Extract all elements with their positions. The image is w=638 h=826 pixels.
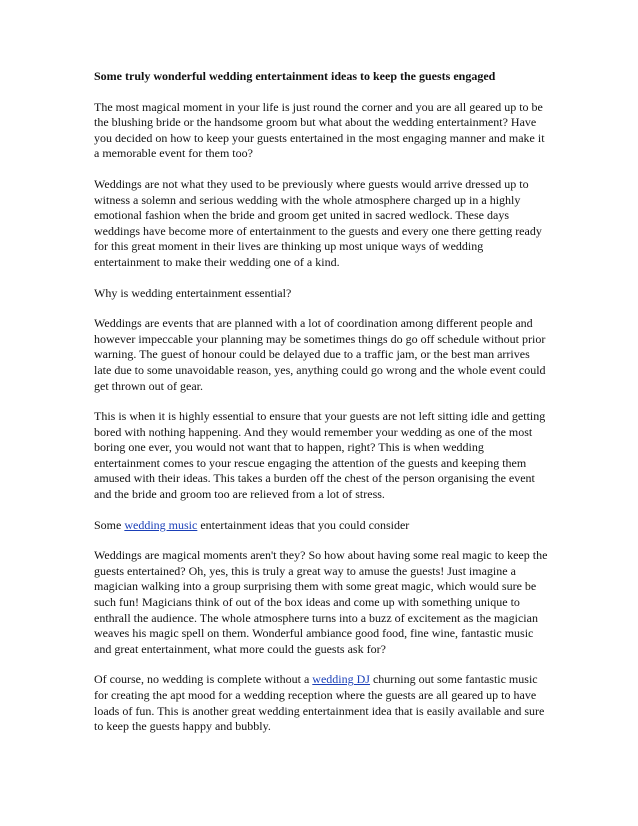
wedding-music-link[interactable]: wedding music (124, 517, 198, 532)
paragraph-planning: Weddings are events that are planned with a lot of coordination among different people and however impeccable your planning may be sometimes things do go off schedule without prior warning. The guest of honour could be delayed due to a traffic jam, or the best man arrives late due to some unavoidable reason, yes, anything could go wrong and the whole event could get thrown out of gear. (94, 316, 546, 393)
paragraph-intro: The most magical moment in your life is just round the corner and you are all geared up to be the blushing bride or the handsome groom but what about the wedding entertainment? Have you decided on how to keep your guests entertained in the most engaging manner and make it a memorable event for them too? (94, 99, 545, 161)
ideas-heading-after: entertainment ideas that you could consider (197, 517, 410, 532)
paragraph-rescue: This is when it is highly essential to ensure that your guests are not left sitting idle and getting bored with nothing happening. And they would remember your wedding as one of the most boring one ever, you would not want that to happen, right? This is when wedding entertainment comes to your rescue engaging the attention of the guests and keeping them amused with their ideas. This takes a burden off the chest of the person organising the event and the bride and groom too are relieved from a lot of stress. (94, 409, 546, 502)
ideas-heading-before: Some (94, 517, 125, 532)
dj-paragraph-before: Of course, no wedding is complete without a (94, 672, 313, 687)
section-heading-ideas (94, 518, 549, 534)
document-title: Some truly wonderful wedding entertainment ideas to keep the guests engaged (94, 69, 496, 83)
wedding-dj-link[interactable]: wedding DJ (312, 672, 370, 687)
dj-paragraph-after: churning out some fantastic music for creating the apt mood for a wedding reception where the guests are all geared up to have loads of fun. This is another great wedding entertainment idea that is easily available and sure to keep the guests happy and bubbly. (94, 672, 545, 734)
paragraph-magic: Weddings are magical moments aren't they? So how about having some real magic to keep the guests entertained? Oh, yes, this is truly a great way to amuse the guests! Just imagine a magician walking into a group surprising them with some great magic, which would sure be such fun! Magicians think of out of the box ideas and come up with something unique to enthrall the audience. The whole atmosphere turns into a buzz of excitement as the magician weaves his magic spell on them. Wonderful ambiance good food, fine wine, fantastic music and great entertainment, what more could the guests ask for? (94, 548, 548, 656)
section-heading-why-essential: Why is wedding entertainment essential? (94, 285, 292, 300)
paragraph-weddings-changed: Weddings are not what they used to be previously where guests would arrive dressed up to witness a solemn and serious wedding with the whole atmosphere charged up in a highly emotional fashion when the bride and groom get united in sacred wedlock. These days weddings have become more of entertainment to the guests and every one there getting ready for this great moment in their lives are thinking up most unique ways of wedding entertainment to make their wedding one of a kind. (94, 176, 542, 269)
paragraph-dj (94, 672, 549, 734)
document-page (94, 69, 549, 735)
